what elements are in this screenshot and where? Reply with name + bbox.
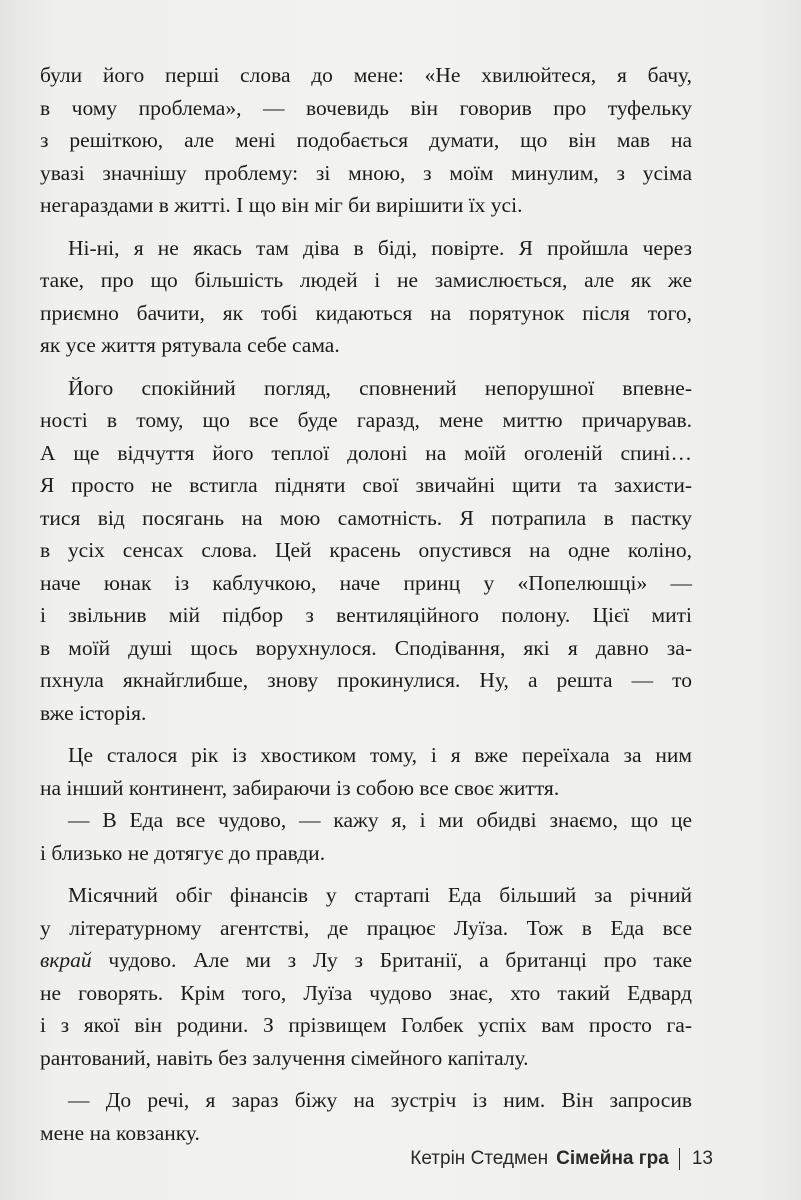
paragraph	[40, 1084, 692, 1149]
text-line: негараздами в житті. І що він міг би вирішити їх усі.	[40, 193, 523, 217]
footer-author: Кетрін Стедмен	[410, 1148, 549, 1169]
footer-book-title: Сімейна гра	[556, 1148, 669, 1169]
paragraph	[40, 804, 692, 869]
footer-separator	[679, 1148, 680, 1170]
text-line: на інший континент, забираючи із собою все своє життя.	[40, 775, 560, 800]
text-line: рантований, навіть без залучення сімейного капіталу.	[40, 1045, 529, 1070]
text-line: як усе життя рятувала себе сама.	[40, 333, 340, 357]
italic-word: вкрай	[40, 948, 92, 972]
paragraph	[40, 739, 692, 804]
text-line: в моїй душі щось ворухнулося. Сподівання, які я давно за-	[40, 635, 692, 660]
text-line: А ще відчуття його теплої долоні на моїй оголеній спині…	[40, 440, 692, 465]
text-line: Місячний обіг фінансів у стартапі Еда більший за річний	[68, 883, 692, 907]
text-line: Ні-ні, я не якась там діва в біді, повірте. Я пройшла через	[68, 235, 692, 260]
text-line: вже історія.	[40, 700, 147, 725]
paragraph	[40, 59, 692, 222]
body-text	[40, 59, 692, 1159]
running-footer	[410, 1148, 713, 1170]
text-line-with-italic	[40, 944, 692, 977]
text-line: таке, про що більшість людей і не замислюється, але як же	[40, 268, 692, 292]
paragraph	[40, 232, 692, 362]
text-line: приємно бачити, як тобі кидаються на порятунок після того,	[40, 300, 692, 325]
text-line: Це сталося рік із хвостиком тому, і я вже переїхала за ним	[68, 743, 692, 767]
text-fragment: чудово. Але ми з Лу з Британії, а британці про таке	[91, 948, 692, 972]
text-line: Його спокійний погляд, сповнений непорушної впевне-	[68, 375, 692, 400]
paragraph	[40, 879, 692, 1074]
text-line: і з якої він родини. З прізвищем Голбек успіх вам просто га-	[40, 1013, 692, 1037]
text-line: Я просто не встигла підняти свої звичайні щити та захисти-	[40, 473, 692, 497]
text-line: ності в тому, що все буде гаразд, мене миттю причарував.	[40, 408, 692, 432]
text-line: наче юнак із каблучкою, наче принц у «Попелюшці» —	[40, 570, 692, 595]
text-line: і звільнив мій підбор з вентиляційного полону. Цієї миті	[40, 603, 692, 627]
text-line: — В Еда все чудово, — кажу я, і ми обидві знаємо, що це	[68, 808, 692, 832]
text-line: мене на ковзанку.	[40, 1120, 200, 1145]
text-line: пхнула якнайглибше, знову прокинулися. Ну, а решта — то	[40, 668, 692, 692]
text-line: в усіх сенсах слова. Цей красень опустився на одне коліно,	[40, 538, 692, 562]
text-line: у літературному агентстві, де працює Луїза. Тож в Еда все	[40, 915, 692, 940]
paragraph	[40, 372, 692, 730]
text-line: в чому проблема», — вочевидь він говорив про туфельку	[40, 95, 692, 120]
text-line: не говорять. Крім того, Луїза чудово знає, хто такий Едвард	[40, 980, 692, 1005]
page-number: 13	[691, 1148, 713, 1169]
text-line: — До речі, я зараз біжу на зустріч із ним. Він запросив	[68, 1088, 692, 1112]
text-line: тися від посягань на мою самотність. Я потрапила в пастку	[40, 505, 692, 530]
text-line: з решіткою, але мені подобається думати, що він мав на	[40, 128, 692, 152]
text-line: увазі значнішу проблему: зі мною, з моїм минулим, з усіма	[40, 160, 692, 185]
text-line: були його перші слова до мене: «Не хвилюйтеся, я бачу,	[40, 63, 692, 87]
text-line: і близько не дотягує до правди.	[40, 840, 326, 865]
